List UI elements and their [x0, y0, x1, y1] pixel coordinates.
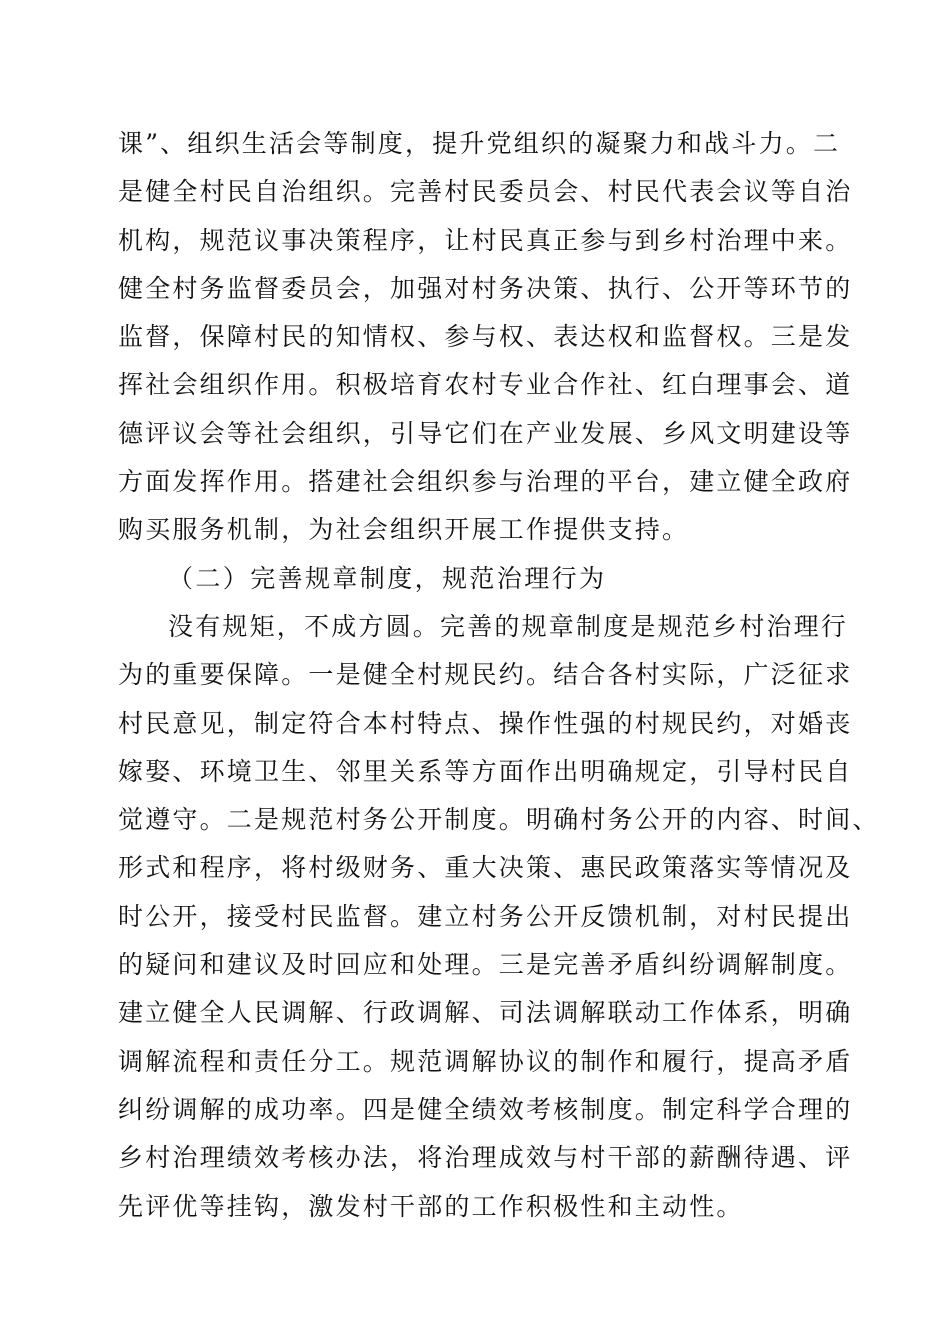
paragraph-line: 纠纷调解的成功率。四是健全绩效考核制度。制定科学合理的: [118, 1094, 853, 1124]
paragraph-line: 挥社会组织作用。积极培育农村专业合作社、红白理事会、道: [118, 370, 853, 400]
paragraph-line: 监督，保障村民的知情权、参与权、表达权和监督权。三是发: [118, 322, 853, 352]
paragraph-line: 村民意见，制定符合本村特点、操作性强的村规民约，对婚丧: [118, 708, 853, 738]
document-body: [118, 120, 880, 1231]
paragraph-line: 为的重要保障。一是健全村规民约。结合各村实际，广泛征求: [118, 660, 853, 690]
paragraph-line: 调解流程和责任分工。规范调解协议的制作和履行，提高矛盾: [118, 1046, 853, 1076]
paragraph-line: 时公开，接受村民监督。建立村务公开反馈机制，对村民提出: [118, 901, 853, 931]
paragraph-line: 课”、组织生活会等制度，提升党组织的凝聚力和战斗力。二: [118, 129, 841, 158]
paragraph-line: 建立健全人民调解、行政调解、司法调解联动工作体系，明确: [118, 998, 853, 1028]
paragraph-line: 嫁娶、环境卫生、邻里关系等方面作出明确规定，引导村民自: [118, 756, 853, 786]
paragraph-line: 乡村治理绩效考核办法，将治理成效与村干部的薪酬待遇、评: [118, 1143, 853, 1173]
paragraph-line: 的疑问和建议及时回应和处理。三是完善矛盾纠纷调解制度。: [118, 950, 853, 980]
paragraph-line: 觉遵守。二是规范村务公开制度。明确村务公开的内容、时间、: [118, 805, 880, 835]
paragraph-line: 机构，规范议事决策程序，让村民真正参与到乡村治理中来。: [118, 225, 853, 255]
paragraph-line: 德评议会等社会组织，引导它们在产业发展、乡风文明建设等: [118, 418, 853, 448]
paragraph-line: 是健全村民自治组织。完善村民委员会、村民代表会议等自治: [118, 177, 853, 207]
paragraph-line: 健全村务监督委员会，加强对村务决策、执行、公开等环节的: [118, 273, 853, 303]
paragraph-line: 形式和程序，将村级财务、重大决策、惠民政策落实等情况及: [118, 853, 853, 883]
paragraph-line: 购买服务机制，为社会组织开展工作提供支持。: [118, 515, 690, 545]
paragraph-line: 先评优等挂钩，激发村干部的工作积极性和主动性。: [118, 1191, 744, 1221]
paragraph-line: 没有规矩，不成方圆。完善的规章制度是规范乡村治理行: [168, 611, 849, 641]
paragraph-line: 方面发挥作用。搭建社会组织参与治理的平台，建立健全政府: [118, 467, 853, 497]
section-heading: （二）完善规章制度，规范治理行为: [168, 563, 607, 593]
